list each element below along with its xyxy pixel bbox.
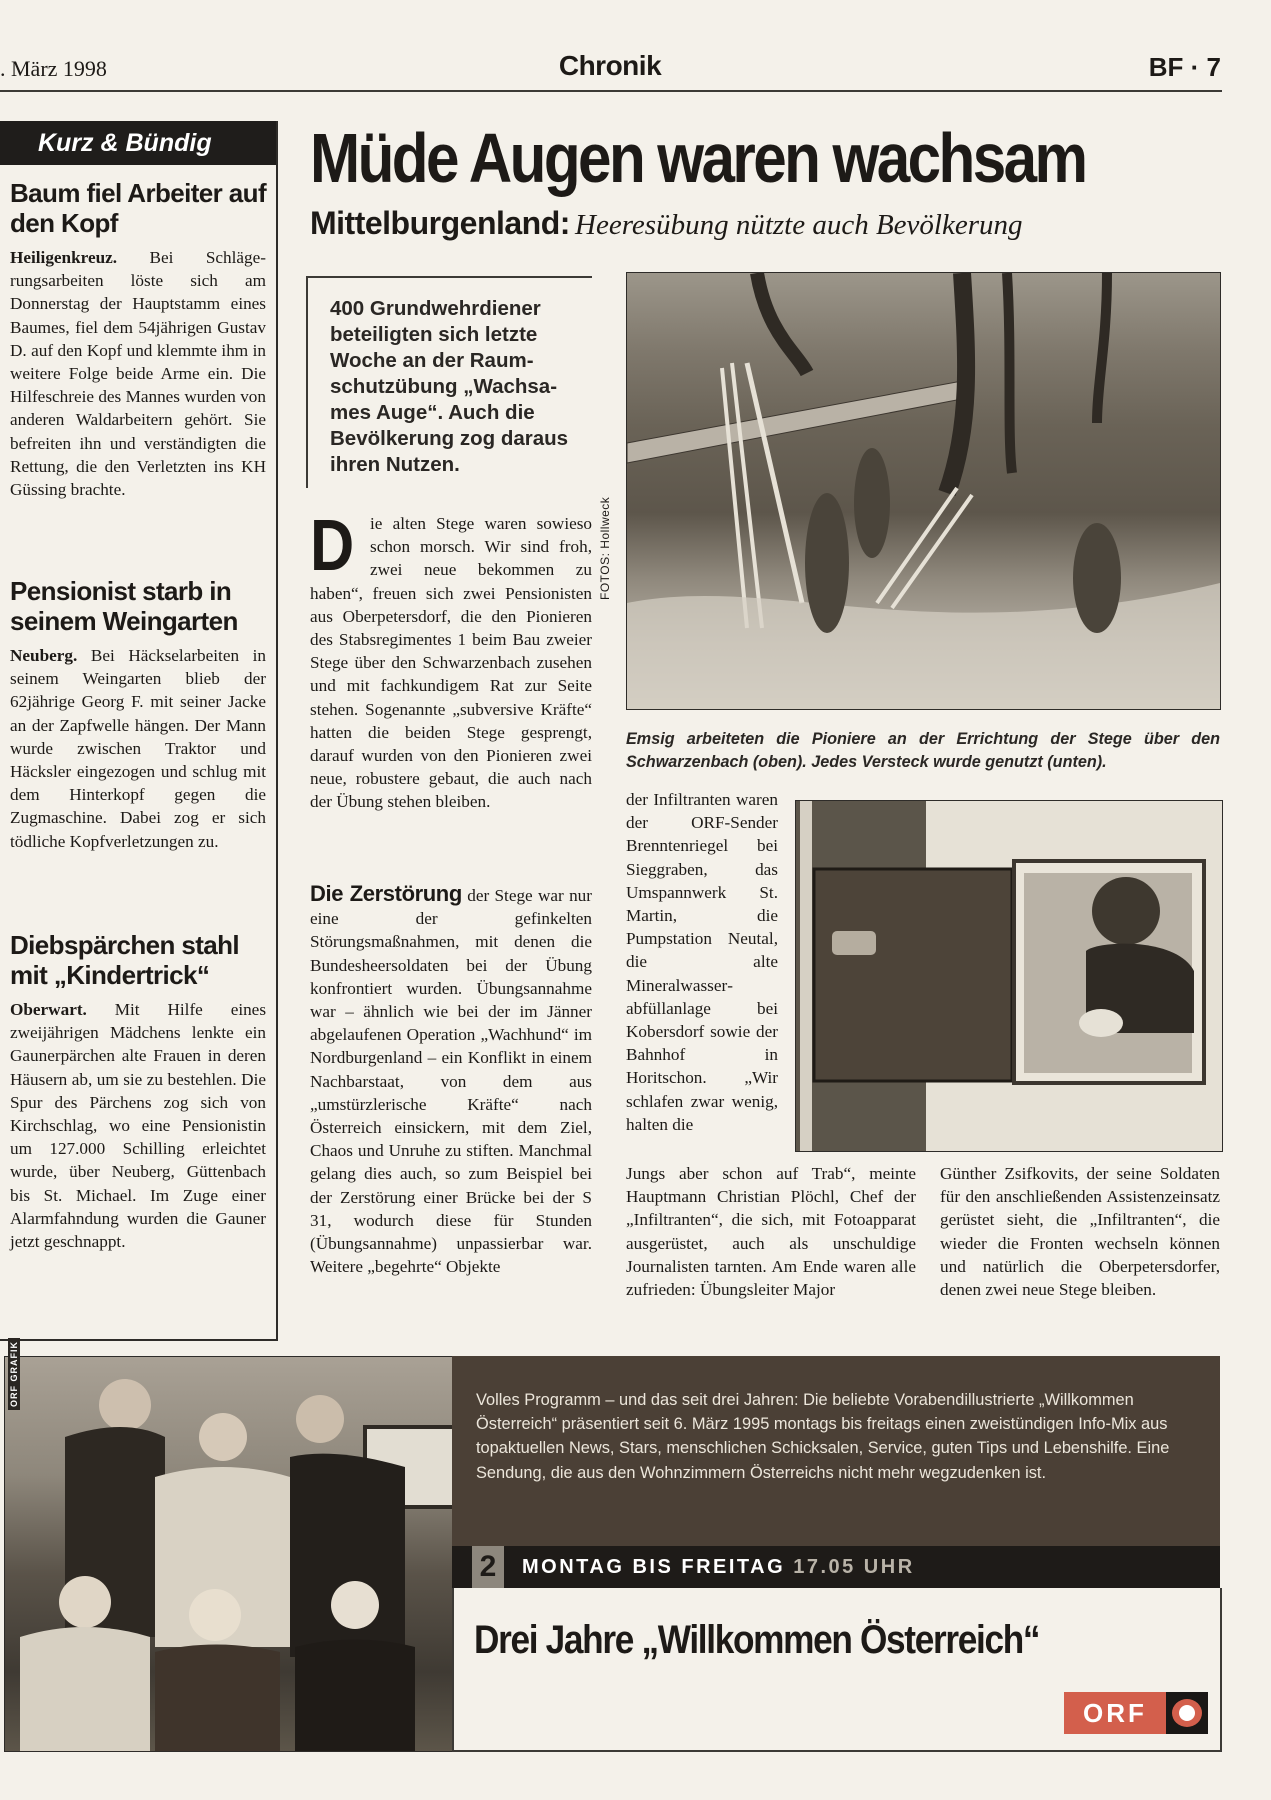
brief-item xyxy=(10,930,266,1253)
orf-eye-icon xyxy=(1166,1692,1208,1734)
schedule-time: 17.05 UHR xyxy=(793,1556,915,1578)
brief-text xyxy=(10,644,266,853)
header-rule xyxy=(0,90,1222,92)
photo-bridge-construction xyxy=(626,272,1221,710)
photo-illustration xyxy=(627,273,1220,709)
brief-text xyxy=(10,998,266,1253)
brief-body: Mit Hilfe eines zweijährigen Mädchens lenkte ein Gaunerpärchen alte Frauen in deren Häusern ab, um sie zu bestehlen. Die Spur des Pärchens zog sich von Kirchschlag, wo eine Pensionistin um 127.000 Schilling erleichtet wurde, über Neuberg, Güttenbach bis St. Michael. Im Zuge einer Alarmfahndung wurden die Gauner jetzt geschnappt. xyxy=(10,1000,267,1252)
photo-illustration xyxy=(796,801,1222,1151)
orf-logo-text: ORF xyxy=(1064,1692,1166,1734)
article-column xyxy=(310,506,592,814)
article-paragraph: Günther Zsifkovits, der seine Soldaten für den anschließenden Assistenzeinsatz gerüstet sieht, die „Infiltranten“, die wieder die Fronten wechseln können und natürlich die Oberpetersdorfer, denen zwei neue Stege bleiben. xyxy=(940,1164,1220,1300)
schedule-days: MONTAG BIS FREITAG xyxy=(522,1556,786,1578)
article-column xyxy=(626,788,778,1136)
ad-schedule xyxy=(522,1546,915,1588)
drop-cap: D xyxy=(310,506,355,586)
page-number: BF · 7 xyxy=(1148,52,1221,82)
photo-caption: Emsig arbeiteten die Pioniere an der Errichtung der Stege über den Schwarzenbach (oben). Jedes Versteck wurde genutzt (unten). xyxy=(626,730,1220,771)
brief-body: Bei Häckselarbeiten in seinem Weingarten blieb der 62jährige Georg F. mit seiner Jacke an der Zapfwelle hängen. Der Mann wurde zwischen Traktor und Häcksler eingezogen und schlug mit dem Hinterkopf gegen die Zugmaschine. Dabei zog er sich tödliche Kopfverletzungen zu. xyxy=(10,646,266,851)
brief-dateline: Oberwart. xyxy=(10,1000,87,1019)
ad-photo-credit: ORF GRAFIK xyxy=(8,1338,20,1410)
brief-item xyxy=(10,576,266,853)
article-column xyxy=(626,1162,916,1301)
article-column xyxy=(940,1162,1220,1301)
article-paragraph: der Stege war nur eine der gefinkelten Störungsmaßnahmen, mit denen die Bundesheersoldaten bei der Übung konfrontiert wurden. Übungsannahme war – ähnlich wie bei der im Jänner abgelaufenen Operation „Wachhund“ im Nordburgenland – ein Konflikt in einem Nachbarstaat, von dem aus „umstürzlerische Kräfte“ nach Österreich einsickern, mit dem Ziel, Chaos und Unruhe zu stiften. Manchmal gelang dies auch, so zum Beispiel bei der Zerstörung einer Brücke bei der S 31, wodurch diese für Stunden (Übungsannahme) unpassierbar war. Weitere „begehrte“ Objekte xyxy=(310,886,592,1277)
brief-dateline: Heiligenkreuz. xyxy=(10,248,118,267)
orf-logo xyxy=(1064,1692,1208,1734)
photo-illustration xyxy=(5,1357,453,1751)
article-column xyxy=(310,882,592,1278)
brief-text xyxy=(10,246,266,501)
brief-headline: Pensionist starb in seinem Weingarten xyxy=(10,576,238,636)
brief-dateline: Neuberg. xyxy=(10,646,78,665)
brief-item xyxy=(10,178,266,501)
article-kicker: Mittelburgenland: xyxy=(310,205,570,241)
ad-photo-presenters xyxy=(4,1356,454,1752)
article-subheadline xyxy=(310,205,1240,242)
run-in-heading: Die Zerstörung xyxy=(310,881,462,906)
sidebar-tab-label: Kurz & Bündig xyxy=(0,121,276,165)
channel-number: 2 xyxy=(472,1546,504,1588)
brief-headline: Baum fiel Arbeiter auf den Kopf xyxy=(10,178,267,238)
article-lead: 400 Grundwehrdiener beteiligten sich letzte Woche an der Raumschutzübung „Wachsames Auge“. Auch die Bevölkerung zog daraus ihren Nutzen. xyxy=(330,297,569,476)
ad-body-text: Volles Programm – und das seit drei Jahren: Die beliebte Vorabendillustrierte „Willkommen Österreich“ präsentiert seit 6. März 1995 montags bis freitags einen zweistündigen Info-Mix aus topaktuellen News, Stars, menschlichen Schicksalen, Service, guten Tips und Lebenshilfe. Eine Sendung, die aus den Wohnzimmern Österreichs nicht mehr wegzudenken ist. xyxy=(476,1391,1170,1482)
article-paragraph: der Infiltranten waren der ORF-Sender Brenntenriegel bei Sieggraben, das Umspannwerk St. Martin, die Pumpstation Neutal, die alte Mineralwasserabfüllanlage bei Kobersdorf sowie der Bahnhof in Horitschon. „Wir schlafen zwar wenig, halten die xyxy=(626,790,778,1134)
article-deck: Heeresübung nützte auch Bevölkerung xyxy=(575,209,1023,241)
ad-headline: Drei Jahre „Willkommen Österreich“ xyxy=(474,1618,1040,1662)
article-headline: Müde Augen waren wachsam xyxy=(310,119,1086,197)
issue-date: . März 1998 xyxy=(0,56,107,81)
photo-hidden-soldier xyxy=(795,800,1223,1152)
article-paragraph: Jungs aber schon auf Trab“, meinte Hauptmann Christian Plöchl, Chef der „Infiltranten“, die sich, mit Fotoapparat ausgerüstet, auch als unschuldige Journalisten tarnten. Am Ende waren alle zufrieden: Übungsleiter Major xyxy=(626,1164,916,1300)
brief-body: Bei Schlägerungsarbeiten löste sich am Donnerstag der Hauptstamm eines Baumes, fiel dem 54jährigen Gustav D. auf den Kopf und klemmte ihm in weitere Folge beide Arme ein. Die Hilfeschreie des Mannes wurden von anderen Waldarbeitern gehört. Sie befreiten ihn und verständigten die Rettung, die den Verletzten ins KH Güssing brachte. xyxy=(10,248,266,500)
photo-credit: FOTOS: Hollweck xyxy=(598,496,612,600)
brief-headline: Diebspärchen stahl mit „Kindertrick“ xyxy=(10,930,240,990)
section-title: Chronik xyxy=(558,50,662,81)
article-paragraph: ie alten Stege waren sowieso schon morsch. Wir sind froh, zwei neue bekommen zu haben“, freuen sich zwei Pensionisten aus Oberpetersdorf, die den Pionieren des Stabsregimentes 1 beim Bau zweier Stege über den Schwarzenbach zusehen und mit fachkundigem Rat zur Seite stehen. Sogenannte „subversive Kräfte“ hatten die beiden Stege gesprengt, darauf wurden von den Pionieren zwei neue, robustere gebaut, die auch nach der Übung stehen bleiben. xyxy=(310,514,592,812)
